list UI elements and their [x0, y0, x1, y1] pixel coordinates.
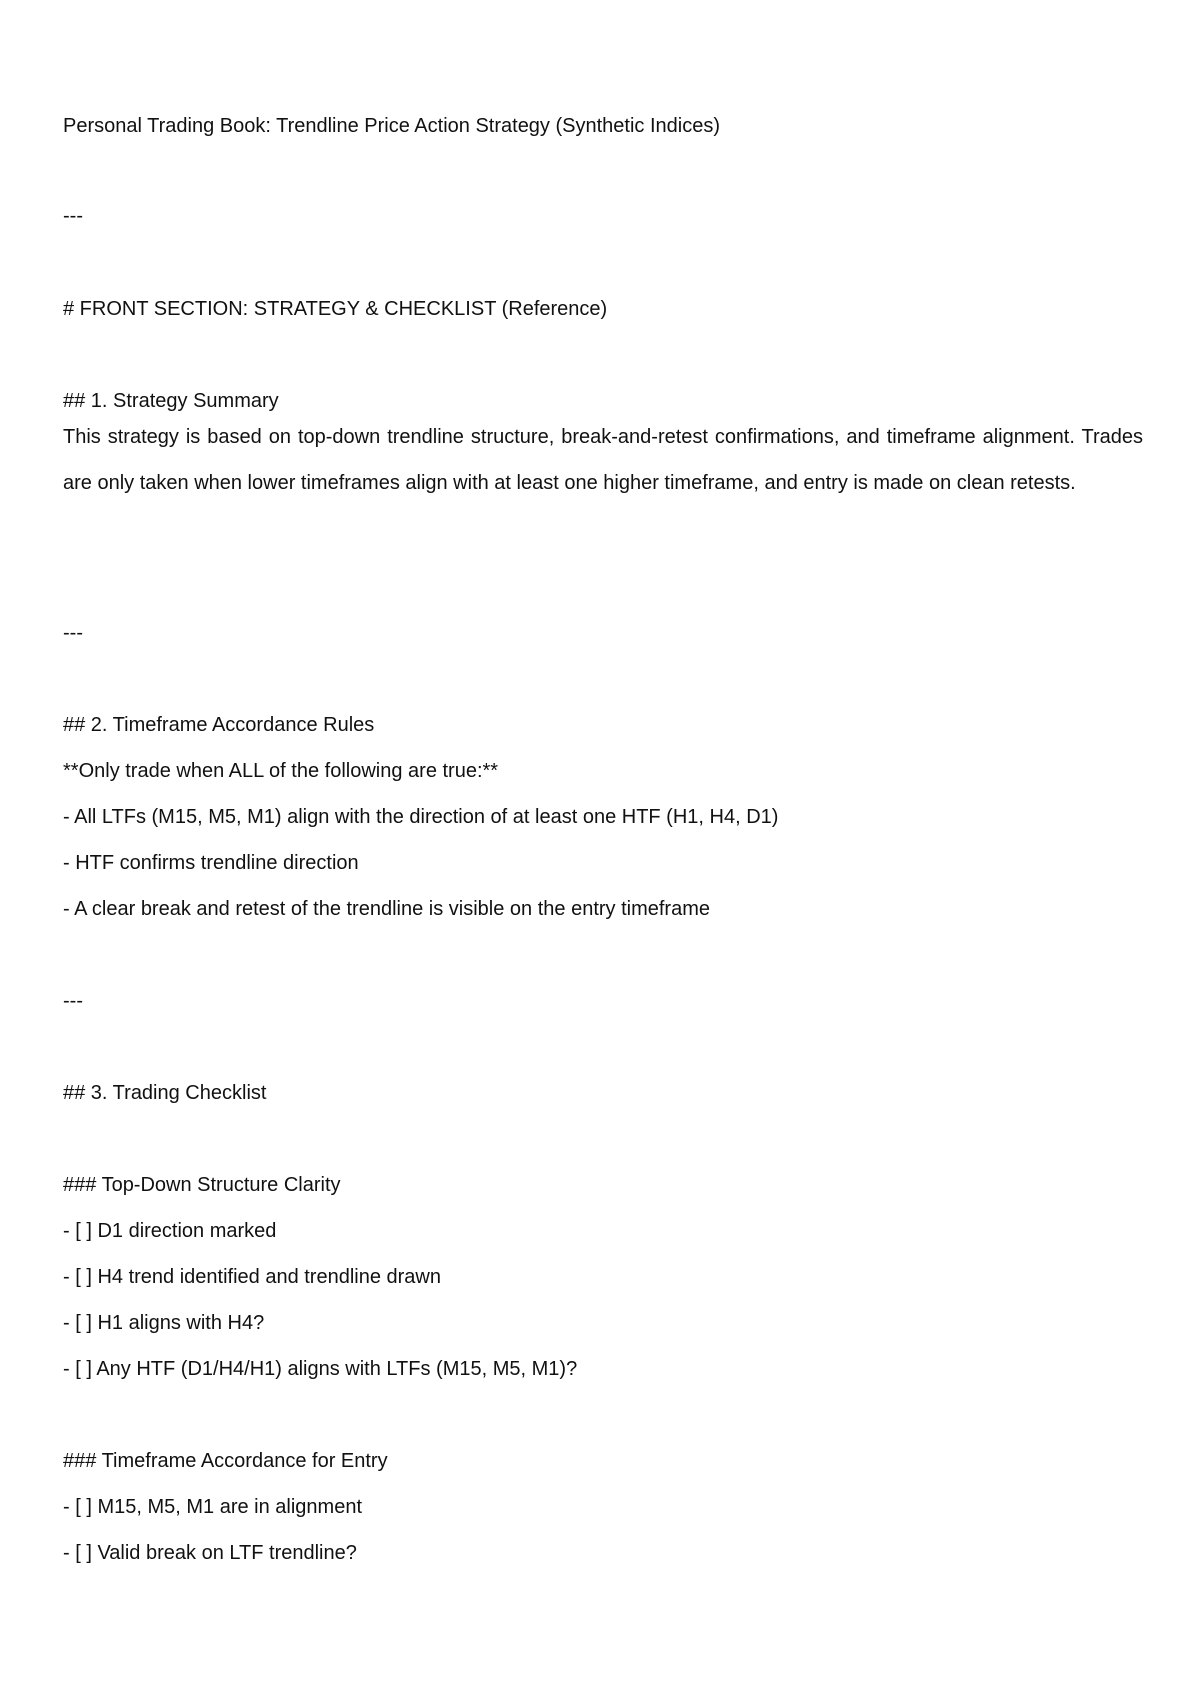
rule-item: - HTF confirms trendline direction [63, 852, 359, 874]
separator: --- [63, 990, 83, 1012]
separator: --- [63, 622, 83, 644]
checklist-item: - [ ] H1 aligns with H4? [63, 1312, 265, 1334]
document-title: Personal Trading Book: Trendline Price Action Strategy (Synthetic Indices) [63, 115, 721, 137]
trading-checklist-heading: ## 3. Trading Checklist [63, 1082, 267, 1104]
timeframe-rules-intro: **Only trade when ALL of the following are true:** [63, 760, 499, 782]
strategy-summary-body: This strategy is based on top-down trendline structure, break-and-retest confirmations, and timeframe alignment. Trades are only taken when lower timeframes align with at least one higher timeframe, and entry is made on clean retests. [63, 426, 1143, 494]
checklist-item: - [ ] Valid break on LTF trendline? [63, 1542, 357, 1564]
checklist-item: - [ ] H4 trend identified and trendline drawn [63, 1266, 441, 1288]
checklist-item: - [ ] M15, M5, M1 are in alignment [63, 1496, 363, 1518]
strategy-summary-heading: ## 1. Strategy Summary [63, 390, 279, 412]
timeframe-rules-heading: ## 2. Timeframe Accordance Rules [63, 714, 375, 736]
checklist-item: - [ ] D1 direction marked [63, 1220, 277, 1242]
checklist-item: - [ ] Any HTF (D1/H4/H1) aligns with LTFs (M15, M5, M1)? [63, 1358, 578, 1380]
rule-item: - A clear break and retest of the trendline is visible on the entry timeframe [63, 898, 710, 920]
rule-item: - All LTFs (M15, M5, M1) align with the direction of at least one HTF (H1, H4, D1) [63, 806, 779, 828]
front-section-heading: # FRONT SECTION: STRATEGY & CHECKLIST (Reference) [63, 298, 608, 320]
structure-clarity-heading: ### Top-Down Structure Clarity [63, 1174, 341, 1196]
separator: --- [63, 205, 83, 227]
entry-accordance-heading: ### Timeframe Accordance for Entry [63, 1450, 388, 1472]
